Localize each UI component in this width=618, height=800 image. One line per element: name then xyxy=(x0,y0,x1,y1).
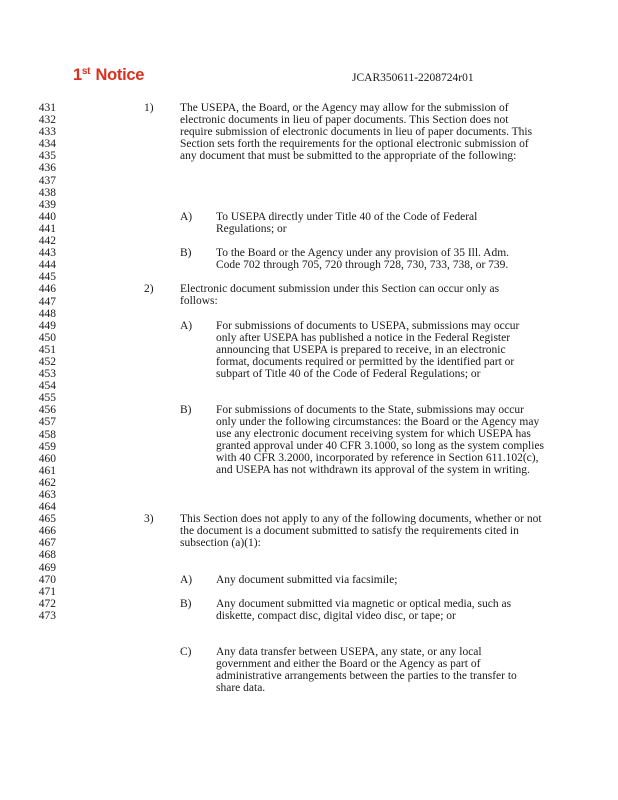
line-number: 460 xyxy=(38,452,56,465)
line-number-column xyxy=(16,102,56,622)
line-number: 458 xyxy=(38,428,56,441)
line-number: 441 xyxy=(38,222,56,235)
paragraph-1b-text: To the Board or the Agency under any provision of 35 Ill. Adm. Code 702 through 705, 720 through 728, 730, 733, 738, or 739. xyxy=(216,247,510,272)
paragraph-2-number: 2) xyxy=(144,283,154,295)
line-number: 449 xyxy=(38,319,56,332)
notice-word: Notice xyxy=(95,66,145,84)
line-number: 433 xyxy=(38,126,56,139)
line-number: 454 xyxy=(38,380,56,393)
line-number: 473 xyxy=(38,609,56,622)
paragraph-1b-label: B) xyxy=(180,247,192,259)
line-number: 459 xyxy=(38,440,56,453)
line-number: 465 xyxy=(38,513,56,526)
paragraph-1-number: 1) xyxy=(144,102,154,114)
line-number: 453 xyxy=(38,368,56,381)
line-number: 463 xyxy=(38,489,56,501)
line-number: 439 xyxy=(38,198,56,211)
line-number: 467 xyxy=(38,537,56,550)
paragraph-3a-label: A) xyxy=(180,574,193,586)
line-number: 444 xyxy=(38,259,56,272)
line-number: 435 xyxy=(38,150,56,163)
line-number: 462 xyxy=(38,476,56,489)
line-number: 455 xyxy=(38,392,56,405)
paragraph-2a-text: For submissions of documents to USEPA, submissions may occur only after USEPA has published a notice in the Federal Register announcing that USEPA is prepared to receive, in an electronic format, documents required or permitted by the identified part or subpart of Title 40 of the Code of Federal Regulations; or xyxy=(216,320,520,381)
line-number: 470 xyxy=(38,573,56,586)
line-number: 469 xyxy=(38,561,56,574)
line-number: 446 xyxy=(38,283,56,296)
line-number: 456 xyxy=(38,404,56,417)
line-number: 436 xyxy=(38,162,56,175)
line-number: 450 xyxy=(38,331,56,344)
line-number: 468 xyxy=(38,549,56,562)
line-number: 432 xyxy=(38,114,56,127)
notice-ordinal: 1 xyxy=(73,66,82,84)
paragraph-2b-text: For submissions of documents to the State, submissions may occur only under the following circumstances: the Board or the Agency may use any electronic document receiving system for which USEPA has granted approval under 40 CFR 3.1000, so long as the system complies with 40 CFR 3.2000, incorporated by reference in Section 611.102(c), and USEPA has not withdrawn its approval of the system in writing. xyxy=(216,404,545,477)
paragraph-3c-label: C) xyxy=(180,646,192,658)
line-number: 434 xyxy=(38,138,56,151)
line-number: 461 xyxy=(38,464,56,477)
line-number: 472 xyxy=(38,597,56,610)
paragraph-3b-label: B) xyxy=(180,598,192,610)
paragraph-1a-text: To USEPA directly under Title 40 of the Code of Federal Regulations; or xyxy=(216,211,478,236)
line-number: 466 xyxy=(38,525,56,538)
paragraph-3-number: 3) xyxy=(144,513,154,525)
paragraph-3c-text: Any data transfer between USEPA, any state, or any local government and either the Board or the Agency as part of administrative arrangements between the parties to the transfer to share data. xyxy=(216,646,517,695)
line-number: 471 xyxy=(38,585,56,598)
line-number: 447 xyxy=(38,295,56,308)
line-number: 438 xyxy=(38,186,56,199)
line-number: 452 xyxy=(38,355,56,368)
line-number: 437 xyxy=(38,174,56,187)
line-number: 451 xyxy=(38,343,56,356)
line-number: 445 xyxy=(38,271,56,284)
paragraph-3b-text: Any document submitted via magnetic or optical media, such as diskette, compact disc, digital video disc, or tape; or xyxy=(216,598,512,623)
line-number: 448 xyxy=(38,307,56,320)
document-id: JCAR350611-2208724r01 xyxy=(352,72,474,84)
paragraph-2b-label: B) xyxy=(180,404,192,416)
line-number: 443 xyxy=(38,247,56,260)
paragraph-1a-label: A) xyxy=(180,211,193,223)
line-number: 440 xyxy=(38,210,56,223)
line-number: 457 xyxy=(38,416,56,429)
line-number: 464 xyxy=(38,501,56,514)
notice-ordinal-suffix: st xyxy=(81,66,91,77)
paragraph-2a-label: A) xyxy=(180,320,193,332)
line-number: 431 xyxy=(38,102,56,114)
paragraph-3-text: This Section does not apply to any of the following documents, whether or not the document is a document submitted to satisfy the requirements cited in subsection (a)(1): xyxy=(180,513,542,550)
notice-heading xyxy=(73,66,144,85)
paragraph-1-text: The USEPA, the Board, or the Agency may allow for the submission of electronic documents in lieu of paper documents. This Section does not require submission of electronic documents in lieu of paper documents. This Section sets forth the requirements for the optional electronic submission of any document that must be submitted to the appropriate of the following: xyxy=(180,102,533,163)
paragraph-3a-text: Any document submitted via facsimile; xyxy=(216,574,398,586)
line-number: 442 xyxy=(38,235,56,248)
paragraph-2-text: Electronic document submission under this Section can occur only as follows: xyxy=(180,283,500,308)
